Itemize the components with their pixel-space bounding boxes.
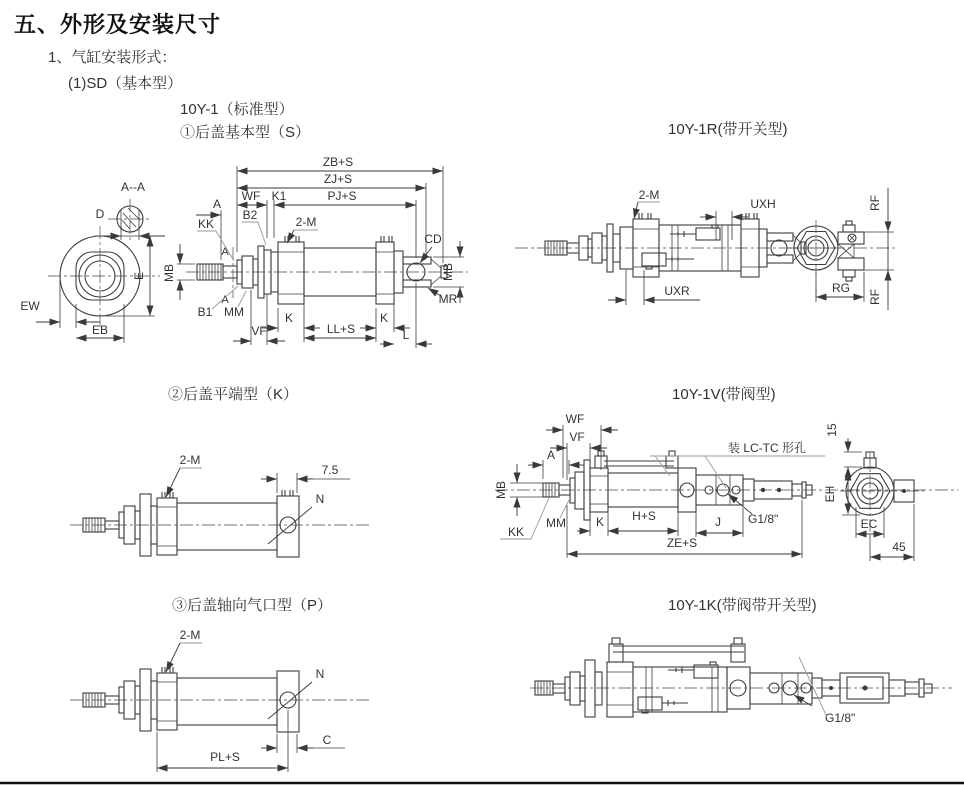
dim-k-right-label: K: [379, 311, 389, 325]
magnetic-switch-bottom-vk: [638, 697, 688, 713]
diagram5-title: ③后盖轴向气口型（P）: [172, 597, 333, 614]
dim-d-label: D: [95, 207, 105, 221]
air-tube-v: [595, 451, 678, 468]
valve-body-vk: [750, 673, 932, 704]
dim-kk-label: KK: [197, 217, 215, 231]
dim-15-label: 15: [825, 423, 839, 437]
magnetic-switch-top: [670, 225, 720, 240]
dim-mm-v-label: MM: [546, 516, 566, 530]
dim-e-label: E: [132, 271, 146, 281]
dim-eh-label: EH: [823, 485, 837, 503]
dim-wf-v-label: WF: [565, 412, 585, 426]
cylinder-body-r: [633, 213, 806, 277]
diagram-basic-s: [20, 155, 468, 348]
dim-uxr-label: UXR: [664, 284, 690, 298]
dim-ll-label: LL+S: [326, 322, 356, 336]
valve-body-v: [696, 475, 812, 505]
dim-uxh-label: UXH: [750, 197, 776, 211]
diagram-valve-switch-k: [530, 638, 952, 725]
dim-zb-label: ZB+S: [322, 155, 354, 169]
dim-g18-v-label: G1/8": [748, 512, 779, 526]
dim-n-p-label: N: [315, 667, 325, 681]
dim-b1-label: B1: [197, 305, 213, 319]
sd-basic-heading: (1)SD（基本型）: [68, 75, 183, 92]
diagram-axial-p: [70, 628, 370, 772]
dim-wf-label: WF: [241, 189, 261, 203]
front-head: [278, 236, 304, 304]
cut-mark-a-bottom: A: [221, 294, 229, 306]
diagram1-title: ①后盖基本型（S）: [180, 124, 311, 141]
end-view-v: [840, 452, 924, 535]
dim-a-v-label: A: [546, 448, 556, 462]
dim-2m-label: 2-M: [295, 215, 317, 229]
page-title: 五、外形及安装尺寸: [14, 12, 222, 37]
diagram-switch-r: [515, 188, 896, 310]
dim-ew-label: EW: [20, 299, 40, 313]
dim-mm-label: MM: [224, 305, 244, 319]
dim-k1-label: K1: [271, 189, 287, 203]
rear-end-view: [20, 226, 160, 343]
dim-k-left-label: K: [284, 311, 294, 325]
dim-rg-label: RG: [832, 281, 850, 295]
dim-ec-label: EC: [860, 517, 878, 531]
dim-hs-label: H+S: [632, 509, 656, 523]
dim-2m-p-label: 2-M: [179, 628, 201, 642]
diagram-flat-k: [70, 453, 370, 557]
cut-mark-a-top: A: [221, 246, 229, 258]
air-tube-vk: [609, 638, 745, 662]
dimensions-s: [162, 155, 464, 348]
diagram4-title: 10Y-1V(带阀型): [672, 386, 776, 403]
dim-cd-label: CD: [424, 232, 442, 246]
dim-n-k-label: N: [315, 492, 325, 506]
dim-mb-v-label: MB: [494, 481, 508, 499]
section-aa-view: [95, 180, 165, 240]
section-aa-label: A--A: [121, 180, 145, 194]
dim-2m-r-label: 2-M: [638, 188, 660, 202]
diagram2-title: 10Y-1R(带开关型): [668, 121, 788, 138]
diagram-valve-v: [494, 412, 958, 561]
piston-rod-vk: [535, 660, 602, 717]
dim-zj-label: ZJ+S: [323, 172, 353, 186]
mount-style-heading: 1、气缸安装形式：: [48, 49, 177, 66]
dim-g18-vk-label: G1/8": [825, 711, 856, 725]
dim-mr-label: MR: [438, 292, 458, 306]
cylinder-body-k: [157, 490, 299, 557]
diagram6-title: 10Y-1K(带阀带开关型): [668, 597, 817, 614]
series-title: 10Y-1（标准型）: [180, 101, 294, 118]
dim-a-label: A: [212, 197, 222, 211]
dim-eb-label: EB: [91, 323, 109, 337]
dim-vf-label: VF: [251, 324, 267, 338]
magnetic-switch-top-vk: [668, 662, 718, 678]
dim-rf-bottom-label: RF: [868, 289, 882, 305]
dim-45-label: 45: [892, 540, 906, 554]
dim-mb-right-label: MB: [441, 263, 455, 281]
rod-nut-stack: [237, 246, 278, 298]
dim-pl-label: PL+S: [210, 750, 240, 764]
dim-k-v-label: K: [595, 515, 605, 529]
dim-pj-label: PJ+S: [327, 189, 357, 203]
dim-b2-label: B2: [242, 208, 258, 222]
dim-75-label: 7.5: [321, 463, 339, 477]
diagram3-title: ②后盖平端型（K）: [168, 386, 299, 403]
dim-c-label: C: [322, 733, 332, 747]
dim-vf-v-label: VF: [569, 430, 585, 444]
dim-ze-label: ZE+S: [666, 536, 698, 550]
dim-mb-left-label: MB: [162, 264, 176, 282]
dim-kk-v-label: KK: [508, 525, 525, 539]
dim-j-label: J: [715, 515, 721, 529]
dim-2m-k-label: 2-M: [179, 453, 201, 467]
rear-head: [376, 236, 394, 304]
dim-l-label: L: [402, 328, 410, 342]
note-lctc-label: 装 LC-TC 形孔: [728, 441, 807, 455]
cylinder-body-p: [157, 667, 299, 732]
dim-rf-top-label: RF: [868, 195, 882, 211]
